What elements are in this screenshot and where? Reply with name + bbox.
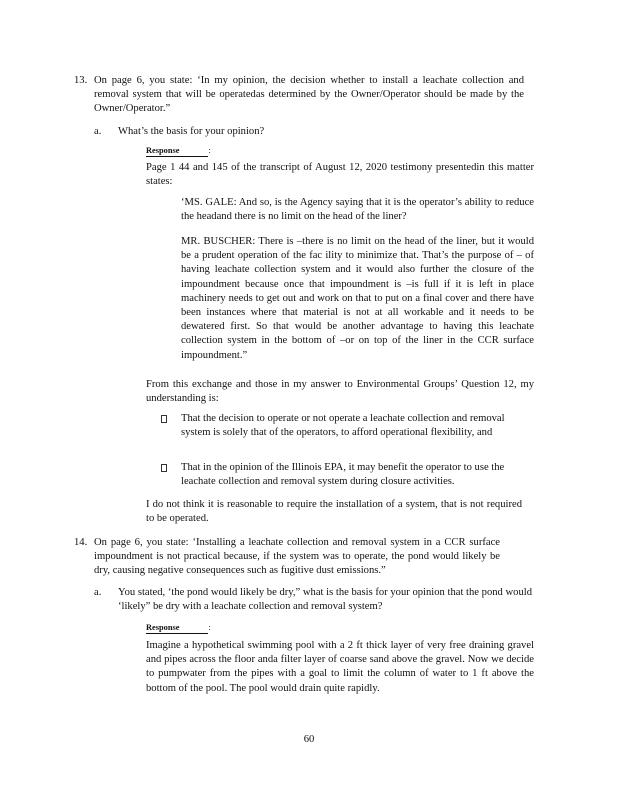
q13-question-text-content: On page 6, you state: ‘In my opinion, the decision whether to install a leachate collection and removal system that will be operatedas determined by the Owner/Operator should be made by the Owner/Operator.” — [94, 75, 524, 115]
page-number: 60 — [303, 734, 315, 745]
q13a-bullet-2: That in the opinion of the Illinois EPA, it may benefit the operator to use the leachate collection and removal system during closure activities. — [181, 462, 505, 488]
q13a-letter: a. — [94, 126, 102, 137]
q13-number: 13. — [74, 75, 88, 86]
q13a-bullet-1: That the decision to operate or not operate a leachate collection and removal system is solely that of the operators, to afford operational flexibility, and — [181, 413, 505, 439]
q13a-quote-buscher: MR. BUSCHER: There is –there is no limit on the head of the liner, but it would be a prudent operation of the fac ility to minimize that. That’s the purpose of – of having leachate collection system and it would also further the closure of the impoundment because once that impoundment is –is full if it is left in place machinery needs to get out and work on that to put on a final cover and there have been instances where that material is not at all workable and it needs to be dewatered first. So that would be another advantage to having this leachate collection system in the bottom of –or on top of the liner in the CCR surface impoundment.” — [181, 236, 534, 361]
q13a-question: What’s the basis for your opinion? — [118, 126, 265, 137]
q14a-question: You stated, ‘the pond would likely be dry,” what is the basis for your opinion that the pond would ‘likely” be dry with a leachate collection and removal system? — [118, 587, 532, 613]
q13a-quote-gale: ‘MS. GALE: And so, is the Agency saying that it is the operator’s ability to reduce the headand there is no limit on the head of the liner? — [181, 197, 534, 223]
q14a-response-label-text: Response — [146, 623, 208, 634]
q14a-letter: a. — [94, 587, 102, 598]
checkbox-bullet-icon — [161, 464, 167, 472]
q13-question-text — [94, 74, 524, 117]
q13a-conclusion: I do not think it is reasonable to require the installation of a system, that is not required to be operated. — [146, 499, 522, 525]
q13a-response-label — [146, 146, 211, 157]
q13a-exchange-summary: From this exchange and those in my answer to Environmental Groups’ Question 12, my understanding is: — [146, 379, 534, 405]
checkbox-bullet-icon — [161, 415, 167, 423]
q14a-response-label — [146, 623, 211, 634]
q14-question-text: On page 6, you state: ‘Installing a leachate collection and removal system in a CCR surface impoundment is not practical because, if the system was to operate, the pond would likely be dry, causing negative consequences such as fugitive dust emissions.” — [94, 537, 500, 577]
q13a-response-colon: : — [208, 146, 211, 155]
q14-number: 14. — [74, 537, 88, 548]
q13a-response-intro: Page 1 44 and 145 of the transcript of August 12, 2020 testimony presentedin this matter states: — [146, 162, 534, 188]
q13a-response-label-text: Response — [146, 146, 208, 157]
q14a-response-answer: Imagine a hypothetical swimming pool with a 2 ft thick layer of very free draining gravel and pipes across the floor anda filter layer of coarse sand above the gravel. Now we decide to pumpwater from the pipes with a goal to limit the column of water to 1 ft above the bottom of the pool. The pool would drain quite rapidly. — [146, 640, 534, 694]
q14a-response-colon: : — [208, 623, 211, 632]
